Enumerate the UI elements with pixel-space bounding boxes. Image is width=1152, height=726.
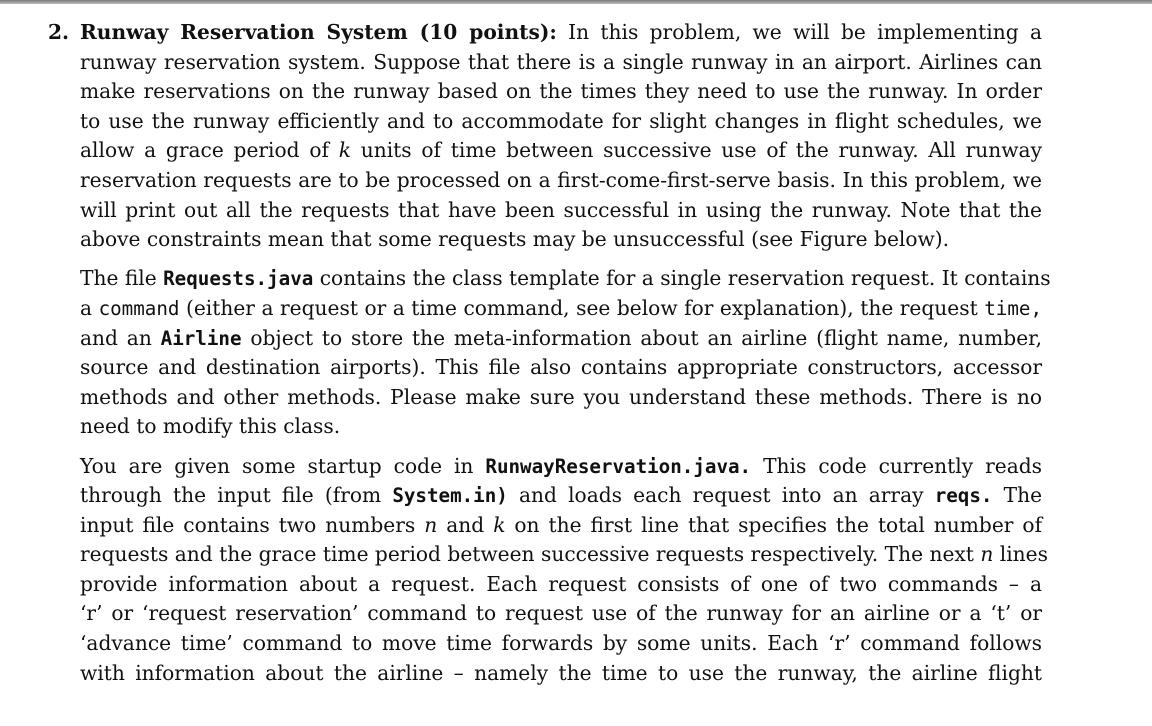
- math-k: k: [338, 138, 351, 163]
- para2-line-3: and an Airline object to store the meta-information about an airline (flight name, number,: [80, 325, 1043, 350]
- para3-line-7: ‘advance time’ command to move time forwards by some units. Each ‘r’ command follows: [80, 631, 1042, 656]
- para1-line-4: to use the runway efficiently and to accommodate for slight changes in flight schedules, we: [80, 108, 1042, 133]
- para3-line-5: provide information about a request. Each request consists of one of two commands – a: [80, 571, 1042, 596]
- para1-line-8: above constraints mean that some requests may be unsuccessful (see Figure below).: [80, 227, 950, 252]
- para1-line-6: reservation requests are to be processed on a first-come-first-serve basis. In this problem, we: [80, 167, 1042, 192]
- para1-line-3: make reservations on the runway based on the times they need to use the runway. In order: [80, 79, 1042, 104]
- math-k: k: [493, 512, 506, 537]
- problem-title: Runway Reservation System (10 points):: [80, 20, 557, 44]
- document-page: [0, 18, 1152, 688]
- code-runwayreservation-java: RunwayReservation.java.: [485, 454, 752, 478]
- para2-line-4: source and destination airports). This file also contains appropriate constructors, accessor: [80, 355, 1042, 380]
- para2-line-6: need to modify this class.: [80, 414, 341, 439]
- code-time: time,: [984, 296, 1043, 320]
- para3-line-6: ‘r’ or ‘request reservation’ command to request use of the runway for an airline or a ‘t’ or: [80, 601, 1042, 626]
- para1-line-5: allow a grace period of k units of time between successive use of the runway. All runway: [80, 138, 1042, 163]
- window-top-edge: [0, 0, 1152, 4]
- code-command: command: [98, 296, 180, 320]
- para3-line-4: requests and the grace time period between successive requests respectively. The next n lines: [80, 542, 1048, 567]
- code-reqs: reqs.: [934, 484, 993, 508]
- para1-line-1: 2. Runway Reservation System (10 points): In this problem, we will be implementing a: [0, 18, 1152, 48]
- para3-line-2: through the input file (from System.in) and loads each request into an array reqs. The: [80, 483, 1043, 508]
- code-airline: Airline: [160, 326, 242, 350]
- code-system-in: System.in): [392, 484, 508, 508]
- para2-line-2: a command (either a request or a time command, see below for explanation), the request time,: [80, 295, 1043, 320]
- math-n: n: [980, 542, 994, 567]
- para2-line-1: The file Requests.java contains the class template for a single reservation request. It contains: [80, 266, 1051, 291]
- para1-line-2: runway reservation system. Suppose that there is a single runway in an airport. Airlines can: [80, 49, 1042, 74]
- para1-line-7: will print out all the requests that have been successful in using the runway. Note that the: [80, 197, 1042, 222]
- code-requests-java: Requests.java: [163, 267, 314, 291]
- para3-line-1: You are given some startup code in RunwayReservation.java. This code currently reads: [80, 453, 1043, 478]
- para2-line-5: methods and other methods. Please make sure you understand these methods. There is no: [80, 384, 1042, 409]
- math-n: n: [424, 512, 438, 537]
- problem-number: 2.: [48, 20, 70, 44]
- para3-line-8: with information about the airline – namely the time to use the runway, the airline flight: [80, 660, 1042, 685]
- para3-line-3: input file contains two numbers n and k on the first line that specifies the total number of: [80, 512, 1043, 537]
